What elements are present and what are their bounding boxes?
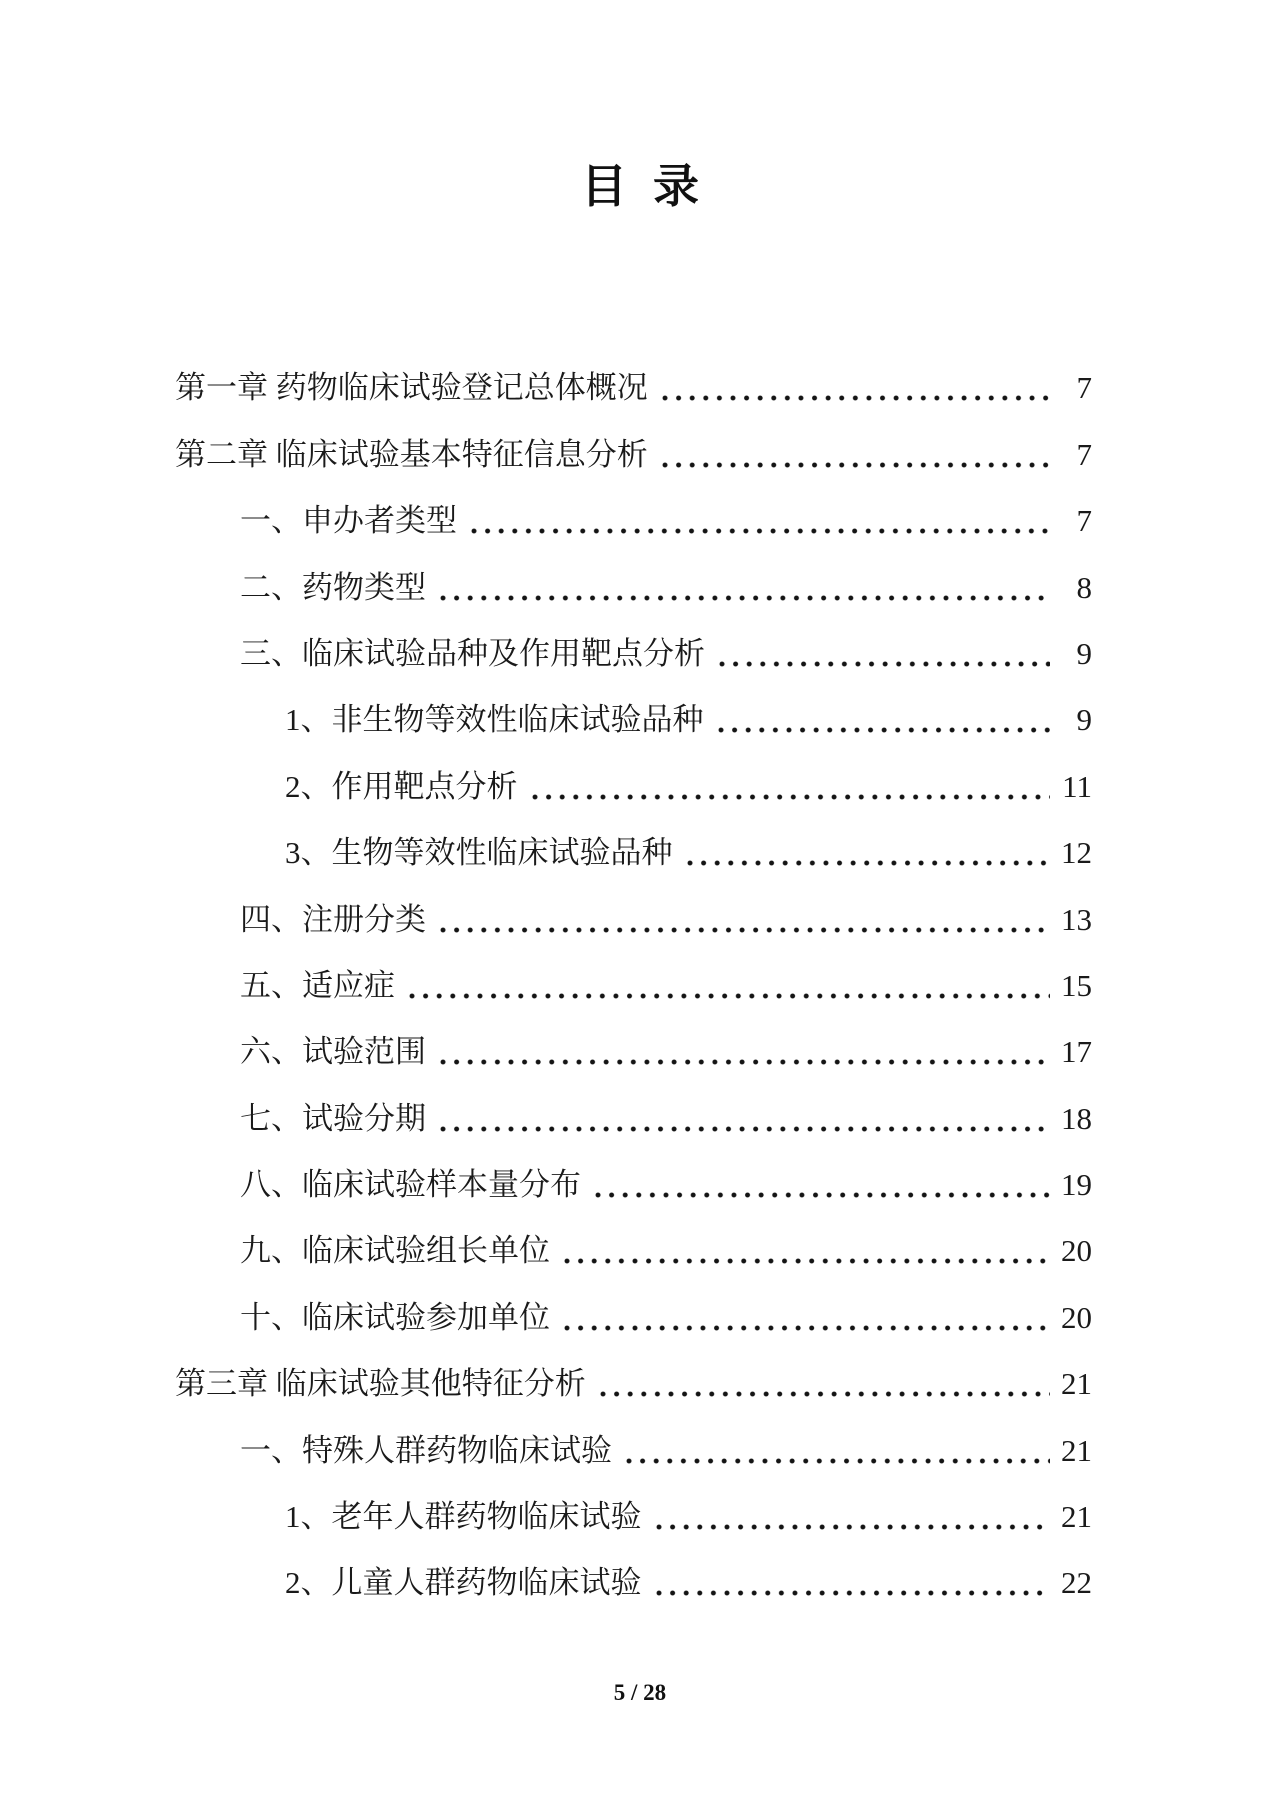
toc-entry-label: 九、临床试验组长单位 (240, 1233, 550, 1269)
toc-entry-row[interactable] (175, 950, 1092, 1016)
toc-entry-page-number: 11 (1062, 768, 1092, 804)
toc-entry-label: 一、申办者类型 (240, 503, 457, 539)
dot-leader (564, 1257, 1050, 1265)
dot-leader (471, 527, 1050, 535)
toc-entry-label: 2、儿童人群药物临床试验 (285, 1565, 642, 1601)
toc-entry-row[interactable] (175, 1547, 1092, 1613)
toc-entry-row[interactable] (175, 1149, 1092, 1215)
page-number-footer: 5 / 28 (613, 1680, 667, 1705)
dot-leader (687, 859, 1051, 867)
dot-leader (718, 726, 1051, 734)
toc-entry-row[interactable] (175, 1016, 1092, 1082)
toc-entry-row[interactable] (175, 485, 1092, 551)
toc-entry-label: 一、特殊人群药物临床试验 (240, 1432, 612, 1468)
dot-leader (600, 1390, 1050, 1398)
toc-entry-row[interactable] (175, 883, 1092, 949)
toc-entry-label: 十、临床试验参加单位 (240, 1299, 550, 1335)
toc-entry-row[interactable] (175, 1481, 1092, 1547)
toc-entry-page-number: 19 (1061, 1167, 1092, 1203)
toc-entry-row[interactable] (175, 1281, 1092, 1347)
toc-entry-label: 1、老年人群药物临床试验 (285, 1499, 642, 1535)
toc-entry-label: 八、临床试验样本量分布 (240, 1167, 581, 1203)
toc-entry-page-number: 21 (1061, 1432, 1092, 1468)
toc-entry-page-number: 18 (1061, 1100, 1092, 1136)
toc-entry-row[interactable] (175, 1215, 1092, 1281)
toc-entry-page-number: 7 (1076, 503, 1092, 539)
toc-entry-row[interactable] (175, 1414, 1092, 1480)
toc-entry-page-number: 12 (1061, 835, 1092, 871)
toc-entry-page-number: 8 (1076, 569, 1092, 605)
dot-leader (532, 793, 1051, 801)
dot-leader (656, 1589, 1051, 1597)
toc-entry-row[interactable] (175, 750, 1092, 816)
toc-entry-row[interactable] (175, 618, 1092, 684)
toc-entry-label: 2、作用靶点分析 (285, 768, 518, 804)
toc-entry-row[interactable] (175, 551, 1092, 617)
dot-leader (656, 1523, 1051, 1531)
dot-leader (719, 660, 1050, 668)
dot-leader (564, 1324, 1050, 1332)
toc-entry-page-number: 9 (1076, 702, 1092, 738)
dot-leader (662, 394, 1050, 402)
toc-entry-label: 三、临床试验品种及作用靶点分析 (240, 635, 705, 671)
dot-leader (440, 594, 1050, 602)
toc-entry-label: 四、注册分类 (240, 901, 426, 937)
toc-entry-page-number: 21 (1061, 1499, 1092, 1535)
toc-entry-page-number: 17 (1061, 1034, 1092, 1070)
toc-entry-label: 3、生物等效性临床试验品种 (285, 835, 673, 871)
toc-entry-row[interactable] (175, 1348, 1092, 1414)
toc-entry-row[interactable] (175, 352, 1092, 418)
toc-entry-page-number: 15 (1061, 967, 1092, 1003)
page-title: 目录 (581, 161, 725, 212)
toc-entry-page-number: 9 (1076, 635, 1092, 671)
dot-leader (440, 926, 1050, 934)
dot-leader (662, 461, 1050, 469)
toc-entry-page-number: 13 (1061, 901, 1092, 937)
toc-entry-label: 七、试验分期 (240, 1100, 426, 1136)
toc-entry-label: 第二章 临床试验基本特征信息分析 (175, 436, 648, 472)
toc-entry-label: 第三章 临床试验其他特征分析 (175, 1366, 586, 1402)
toc-entry-page-number: 22 (1061, 1565, 1092, 1601)
toc-entry-label: 二、药物类型 (240, 569, 426, 605)
toc-entry-row[interactable] (175, 418, 1092, 484)
toc-entry-label: 六、试验范围 (240, 1034, 426, 1070)
toc-entry-page-number: 20 (1061, 1233, 1092, 1269)
toc-entry-label: 1、非生物等效性临床试验品种 (285, 702, 704, 738)
toc-entry-row[interactable] (175, 1082, 1092, 1148)
toc-entry-label: 第一章 药物临床试验登记总体概况 (175, 370, 648, 406)
toc-entry-label: 五、适应症 (240, 967, 395, 1003)
dot-leader (409, 992, 1050, 1000)
dot-leader (595, 1191, 1050, 1199)
dot-leader (626, 1457, 1050, 1465)
toc-entry-page-number: 7 (1076, 436, 1092, 472)
table-of-contents (175, 352, 1092, 1613)
toc-entry-page-number: 7 (1076, 370, 1092, 406)
toc-entry-page-number: 21 (1061, 1366, 1092, 1402)
toc-entry-row[interactable] (175, 684, 1092, 750)
dot-leader (440, 1125, 1050, 1133)
toc-entry-page-number: 20 (1061, 1299, 1092, 1335)
dot-leader (440, 1058, 1050, 1066)
toc-entry-row[interactable] (175, 817, 1092, 883)
